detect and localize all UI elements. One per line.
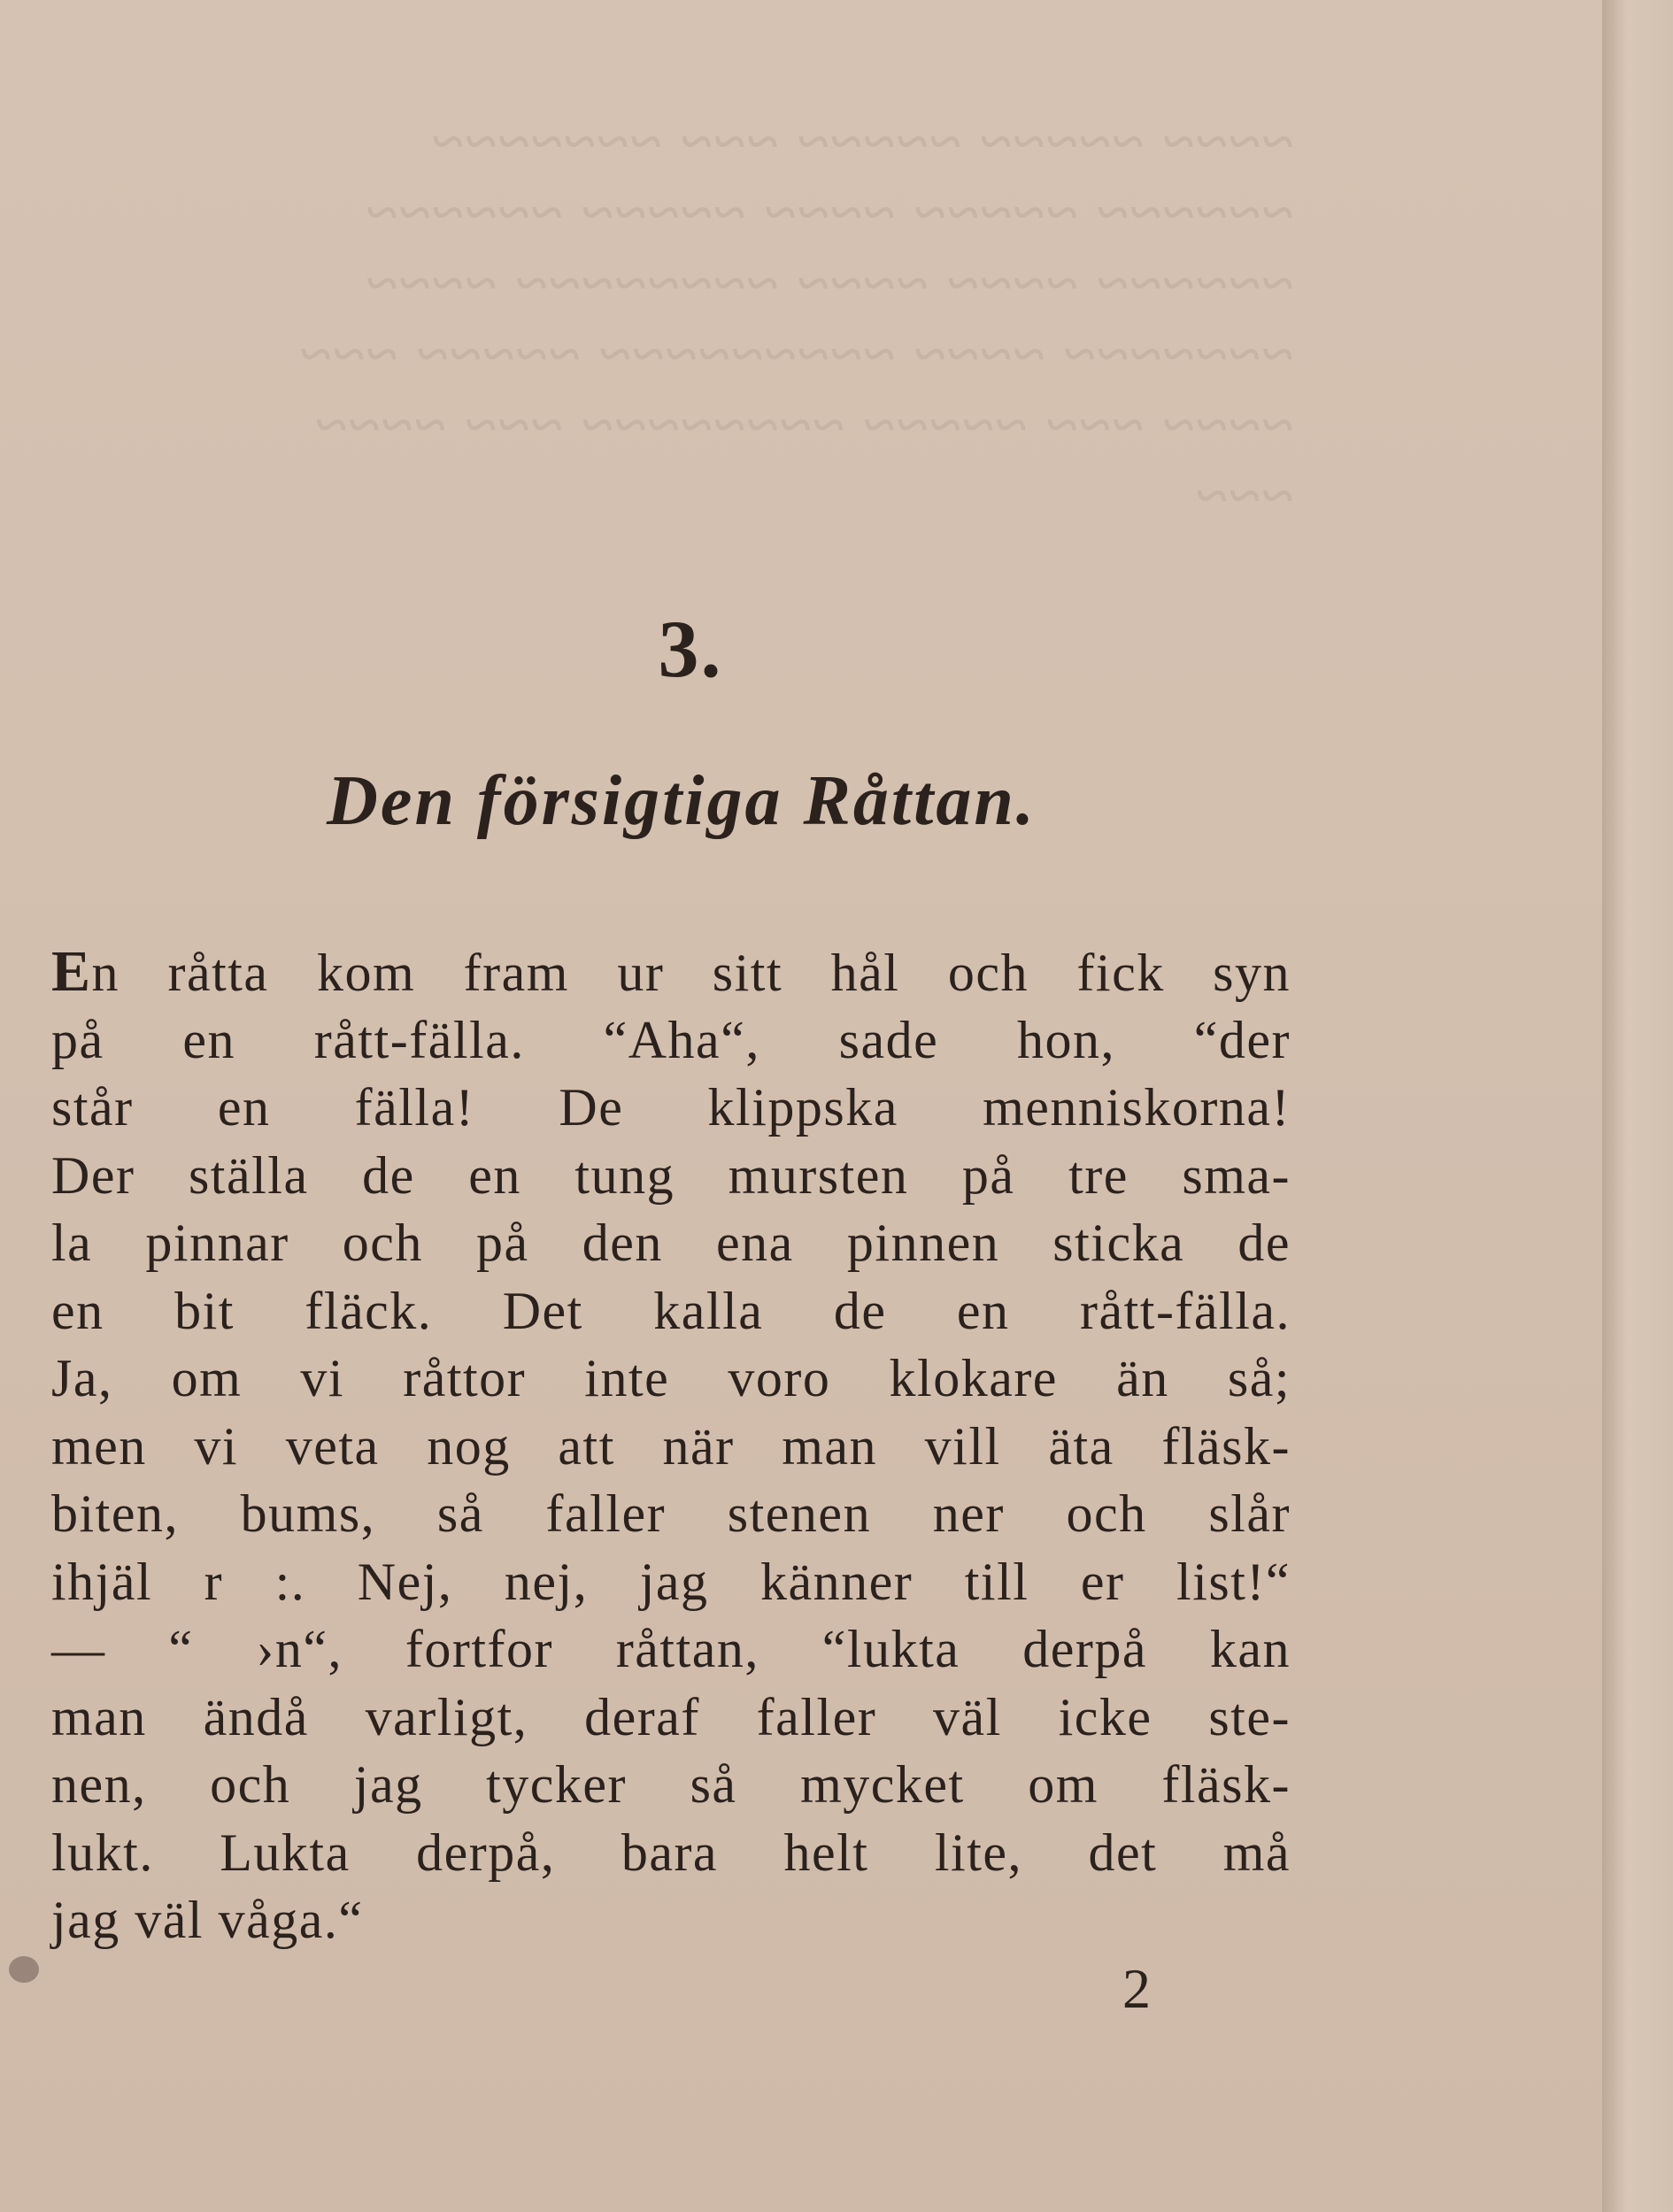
text-line: biten, bums, så faller stenen ner och slår xyxy=(51,1484,1291,1543)
text-line: Ja, om vi råttor inte voro klokare än så; xyxy=(51,1349,1291,1407)
story-text xyxy=(51,938,1291,1954)
chapter-number: 3. xyxy=(658,604,723,694)
text-line: man ändå varligt, deraf faller väl icke ste- xyxy=(51,1687,1291,1746)
text-line: på en rått-fälla. “Aha“, sade hon, “der xyxy=(51,1010,1291,1069)
text-line: en bit fläck. Det kalla de en rått-fälla. xyxy=(51,1281,1291,1340)
text-line: En råtta kom fram ur sitt hål och fick syn xyxy=(51,939,1291,1004)
text-line: lukt. Lukta derpå, bara helt lite, det må xyxy=(51,1823,1291,1882)
text-line: Der ställa de en tung mursten på tre sma- xyxy=(51,1145,1291,1205)
text-line-last: jag väl våga.“ xyxy=(51,1891,364,1949)
text-line: nen, och jag tycker så mycket om fläsk- xyxy=(51,1755,1291,1814)
drop-cap: E xyxy=(51,939,92,1004)
text-line: ihjäl r :. Nej, nej, jag känner till er list!“ xyxy=(51,1552,1291,1611)
page-number: 2 xyxy=(1122,1957,1151,2020)
ink-spot xyxy=(9,1956,39,1983)
text-line: står en fälla! De klippska menniskorna! xyxy=(51,1078,1291,1137)
text-line: la pinnar och på den ena pinnen sticka de xyxy=(51,1214,1291,1272)
show-through-decoration: ~~~~ ~~~~~ ~~~~~ ~~~ ~~~~~~~ ~~~~~~ ~~~~~ ~~~~ ~~~~~ ~~~~~~ ~~~~~~ ~~~~ ~~~~ ~~~~~~~~ ~~~~ ~~~~~~~ ~~~~ ~~~~~~~~~ ~~~~~ ~~~ ~~~~ ~~~ ~~~~~ ~~~~~~~~ ~~~ ~~~~ ~~~ xyxy=(297,110,1292,527)
page-edge xyxy=(1602,0,1673,2212)
text-line: — “ ›n“, fortfor råttan, “lukta derpå kan xyxy=(51,1620,1291,1678)
chapter-title: Den försigtiga Råttan. xyxy=(327,762,1037,840)
text-line: men vi veta nog att när man vill äta fläsk- xyxy=(51,1416,1291,1476)
